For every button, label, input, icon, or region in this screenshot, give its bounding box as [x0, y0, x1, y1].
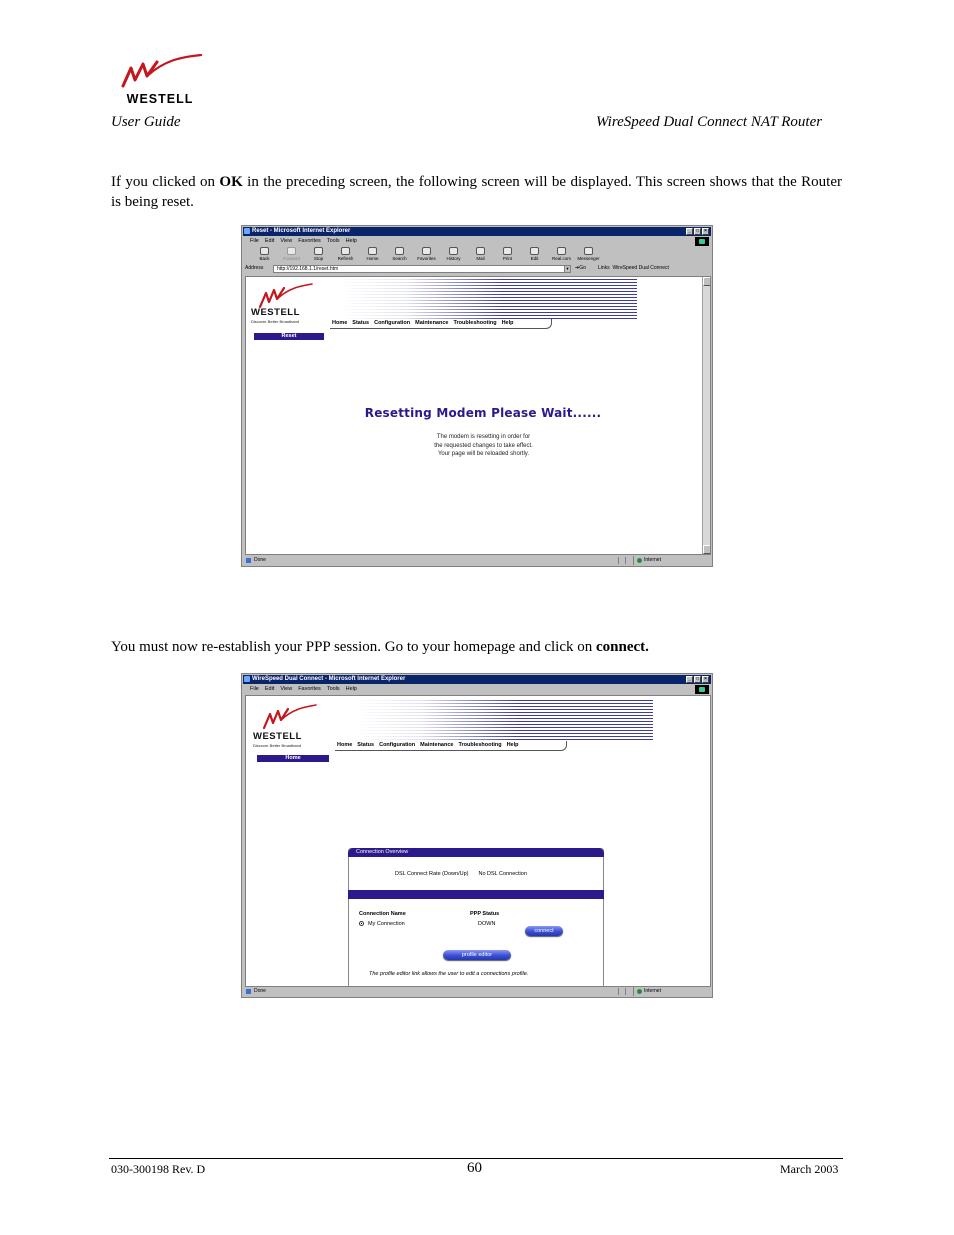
favorites-icon — [422, 247, 431, 255]
nav-help[interactable]: Help — [506, 742, 519, 748]
nav-bar — [330, 319, 552, 329]
header-product-name: WireSpeed Dual Connect NAT Router — [596, 114, 823, 130]
forward-arrow-icon — [287, 247, 296, 255]
page-viewport — [245, 276, 711, 555]
ie-icon — [244, 676, 250, 682]
menu-favorites[interactable]: Favorites — [298, 686, 321, 692]
westell-tagline: Discover Better Broadband — [253, 743, 302, 748]
nav-maintenance[interactable]: Maintenance — [415, 320, 449, 326]
messenger-icon — [584, 247, 593, 255]
nav-status[interactable]: Status — [352, 320, 370, 326]
westell-wordmark: WESTELL — [253, 731, 302, 742]
westell-swoosh-icon — [117, 54, 203, 94]
edit-button[interactable]: Edit — [521, 246, 548, 263]
edit-icon — [530, 247, 539, 255]
refresh-button[interactable]: Refresh — [332, 246, 359, 263]
footer-rule — [109, 1158, 843, 1159]
back-arrow-icon — [260, 247, 269, 255]
minimize-icon[interactable]: _ — [686, 676, 693, 683]
window-controls[interactable] — [686, 228, 709, 235]
realcom-icon — [557, 247, 566, 255]
page-tab-reset: Reset — [254, 333, 324, 340]
page-tab-home: Home — [257, 755, 329, 762]
nav-home[interactable]: Home — [337, 742, 353, 748]
back-button[interactable]: Back — [251, 246, 278, 263]
westell-tagline: Discover Better Broadband — [251, 319, 300, 324]
footer-date: March 2003 — [780, 1162, 839, 1176]
radio-selected-icon[interactable] — [359, 921, 364, 926]
close-icon[interactable]: × — [702, 676, 709, 683]
reset-browser-window — [241, 225, 713, 567]
internet-zone: Internet — [633, 987, 703, 996]
history-icon — [449, 247, 458, 255]
nav-home[interactable]: Home — [332, 320, 348, 326]
history-button[interactable]: History — [440, 246, 467, 263]
reconnect-paragraph: You must now re-establish your PPP session. Go to your homepage and click on connect. — [111, 639, 649, 655]
window-titlebar: Reset - Microsoft Internet Explorer _ □ × — [243, 227, 711, 236]
header-doc-type: User Guide — [111, 114, 181, 130]
panel-divider — [348, 890, 604, 899]
address-label: Address — [245, 265, 264, 271]
logo-wordmark: WESTELL — [126, 92, 194, 106]
browser-toolbar — [245, 246, 602, 263]
maximize-icon[interactable]: □ — [695, 676, 700, 682]
nav-bar — [335, 741, 567, 751]
menu-file[interactable]: File — [250, 238, 259, 244]
window-titlebar: WireSpeed Dual Connect - Microsoft Internet Explorer _ □ × — [243, 675, 711, 684]
forward-button[interactable]: Forward — [278, 246, 305, 263]
reset-heading: Resetting Modem Please Wait...... — [364, 406, 602, 420]
favorites-button[interactable]: Favorites — [413, 246, 440, 263]
nav-help[interactable]: Help — [501, 320, 514, 326]
menu-favorites[interactable]: Favorites — [298, 238, 321, 244]
menu-tools[interactable]: Tools — [326, 686, 340, 692]
home-icon — [368, 247, 377, 255]
refresh-icon — [341, 247, 350, 255]
menu-view[interactable]: View — [280, 238, 293, 244]
internet-zone: Internet — [633, 556, 703, 565]
menu-edit[interactable]: Edit — [264, 238, 275, 244]
profile-editor-note: The profile editor link allows the user to edit a connections profile. — [369, 971, 529, 977]
page-viewport — [245, 695, 711, 987]
print-icon — [503, 247, 512, 255]
search-icon — [395, 247, 404, 255]
window-controls[interactable] — [686, 676, 709, 683]
menu-bar — [245, 237, 357, 245]
ppp-status-value: DOWN — [478, 921, 496, 927]
menu-bar — [245, 685, 357, 693]
footer-doc-number: 030-300198 Rev. D — [111, 1162, 206, 1176]
col-connection-name: Connection Name — [359, 911, 406, 917]
nav-troubleshooting[interactable]: Troubleshooting — [458, 742, 502, 748]
menu-help[interactable]: Help — [345, 686, 357, 692]
close-icon[interactable]: × — [702, 228, 709, 235]
connection-name: My Connection — [368, 921, 405, 927]
home-button[interactable]: Home — [359, 246, 386, 263]
dsl-rate-row — [395, 871, 527, 877]
status-bar — [243, 987, 711, 996]
dsl-rate-value: No DSL Connection — [478, 871, 527, 877]
search-button[interactable]: Search — [386, 246, 413, 263]
menu-file[interactable]: File — [250, 686, 259, 692]
print-button[interactable]: Print — [494, 246, 521, 263]
nav-configuration[interactable]: Configuration — [374, 320, 411, 326]
westell-swoosh-icon — [260, 704, 318, 732]
connection-overview-panel — [348, 848, 604, 987]
stop-icon — [314, 247, 323, 255]
header-stripes — [356, 700, 653, 740]
address-bar — [245, 264, 709, 273]
address-input[interactable]: http://192.168.1.1/reset.htm ▼ — [273, 265, 571, 273]
intro-paragraph: If you clicked on OK in the preceding screen, the following screen will be displayed. This screen shows that the Router is being reset. — [111, 174, 842, 210]
chevron-down-icon[interactable]: ▼ — [565, 266, 570, 271]
profile-editor-button[interactable]: profile editor — [443, 950, 511, 960]
status-text: Done — [246, 556, 266, 565]
menu-tools[interactable]: Tools — [326, 238, 340, 244]
mail-button[interactable]: Mail — [467, 246, 494, 263]
nav-maintenance[interactable]: Maintenance — [420, 742, 454, 748]
header-stripes — [341, 279, 637, 319]
nav-configuration[interactable]: Configuration — [379, 742, 416, 748]
westell-logo — [117, 54, 203, 108]
messenger-button[interactable]: Messenger — [575, 246, 602, 263]
westell-wordmark: WESTELL — [251, 307, 300, 318]
footer-page-number: 60 — [467, 1160, 482, 1176]
connection-radio[interactable] — [359, 921, 405, 927]
nav-status[interactable]: Status — [357, 742, 375, 748]
status-bar — [243, 556, 711, 565]
minimize-icon[interactable]: _ — [686, 228, 693, 235]
dsl-rate-label: DSL Connect Rate (Down/Up) — [395, 871, 469, 877]
menu-view[interactable]: View — [280, 686, 293, 692]
windows-logo-icon — [695, 237, 709, 246]
ie-icon — [244, 228, 250, 234]
links-item[interactable]: WireSpeed Dual Connect — [612, 265, 669, 271]
reset-message: The modem is resetting in order for the requested changes to take effect. Your page will be reloaded shortly. — [434, 434, 533, 457]
mail-icon — [476, 247, 485, 255]
menu-help[interactable]: Help — [345, 238, 357, 244]
windows-logo-icon — [695, 685, 709, 694]
nav-troubleshooting[interactable]: Troubleshooting — [453, 320, 497, 326]
home-browser-window — [241, 673, 713, 998]
vertical-scrollbar[interactable] — [702, 277, 710, 554]
col-ppp-status: PPP Status — [470, 911, 500, 917]
panel-title: Connection Overview — [348, 848, 604, 857]
status-text: Done — [246, 987, 266, 996]
maximize-icon[interactable]: □ — [695, 228, 700, 234]
go-button[interactable]: ➔Go — [575, 265, 586, 271]
menu-edit[interactable]: Edit — [264, 686, 275, 692]
links-bar[interactable]: Links WireSpeed Dual Connect — [598, 265, 669, 271]
connect-button[interactable]: connect — [525, 926, 563, 936]
stop-button[interactable]: Stop — [305, 246, 332, 263]
realcom-button[interactable]: Real.com — [548, 246, 575, 263]
